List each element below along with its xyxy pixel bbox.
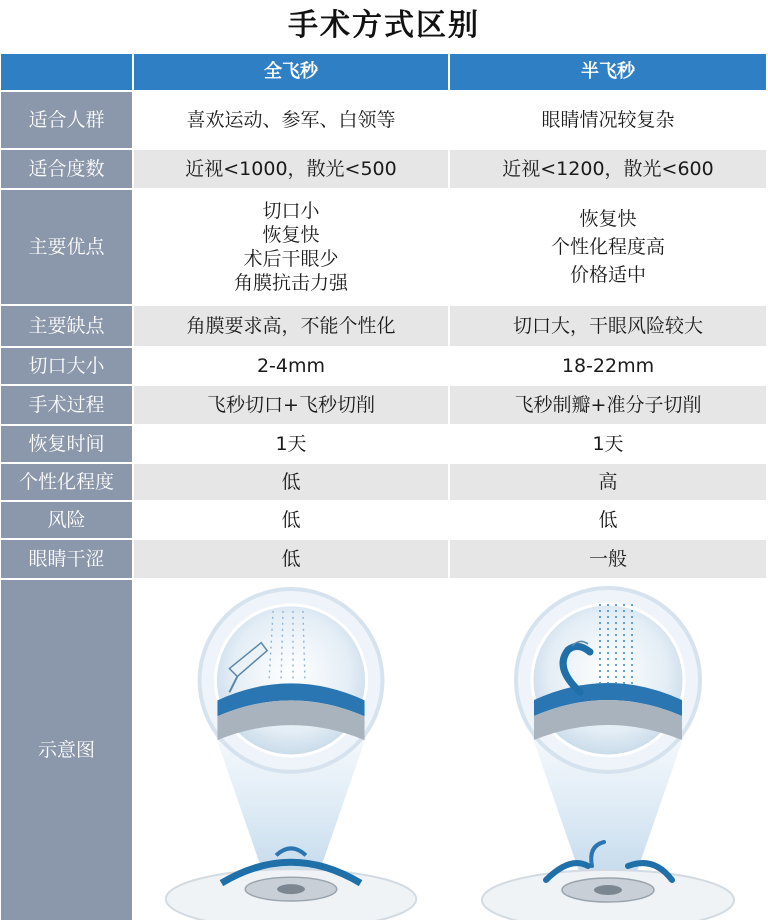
full-femto-illustration — [134, 580, 450, 920]
row-label: 主要优点 — [1, 190, 134, 304]
row-label: 手术过程 — [1, 386, 134, 424]
magnifier-lens — [215, 605, 366, 756]
table-row — [1, 386, 766, 426]
cell-full: 喜欢运动、参军、白领等 — [134, 92, 450, 148]
cell-half: 高 — [450, 464, 766, 500]
smile-surgery-diagram — [134, 580, 448, 920]
row-label: 切口大小 — [1, 348, 134, 384]
table-row — [1, 92, 766, 150]
list-item: 恢复快 — [262, 224, 320, 246]
cell-half: 18-22mm — [450, 348, 766, 384]
list-item: 术后干眼少 — [243, 248, 339, 270]
table-row — [1, 348, 766, 386]
row-label: 风险 — [1, 502, 134, 538]
cell-half: 低 — [450, 502, 766, 538]
list-item: 价格适中 — [569, 264, 646, 286]
list-item: 个性化程度高 — [550, 236, 665, 258]
table-header-row — [1, 54, 766, 92]
cell-full: 近视<1000，散光<500 — [134, 150, 450, 188]
cell-full: 飞秒切口+飞秒切削 — [134, 386, 450, 424]
cell-half: 眼睛情况较复杂 — [450, 92, 766, 148]
cell-half — [450, 190, 766, 304]
list-item: 恢复快 — [579, 208, 637, 230]
row-label: 适合人群 — [1, 92, 134, 148]
cell-half: 切口大，干眼风险较大 — [450, 306, 766, 346]
row-label: 适合度数 — [1, 150, 134, 188]
row-label: 恢复时间 — [1, 426, 134, 462]
cell-full — [134, 190, 450, 304]
cell-full: 1天 — [134, 426, 450, 462]
table-row — [1, 540, 766, 580]
row-label: 主要缺点 — [1, 306, 134, 346]
cell-half: 一般 — [450, 540, 766, 578]
row-label: 个性化程度 — [1, 464, 134, 500]
lasik-surgery-diagram — [450, 580, 766, 920]
diagram-row — [1, 580, 766, 920]
table-row — [1, 502, 766, 540]
header-half-femto: 半飞秒 — [450, 54, 766, 90]
table-row — [1, 426, 766, 464]
cell-half: 近视<1200，散光<600 — [450, 150, 766, 188]
cell-half: 飞秒制瓣+准分子切削 — [450, 386, 766, 424]
cell-full: 低 — [134, 540, 450, 578]
cell-full: 低 — [134, 464, 450, 500]
cell-half: 1天 — [450, 426, 766, 462]
header-corner — [1, 54, 134, 90]
list-item: 角膜抗击力强 — [233, 272, 348, 294]
cell-full: 2-4mm — [134, 348, 450, 384]
half-femto-illustration — [450, 580, 766, 920]
comparison-table — [1, 54, 766, 920]
page-title: 手术方式区别 — [288, 8, 480, 43]
row-label: 示意图 — [1, 580, 134, 920]
table-row — [1, 306, 766, 348]
table-row — [1, 150, 766, 190]
row-label: 眼睛干涩 — [1, 540, 134, 578]
cell-full: 角膜要求高，不能个性化 — [134, 306, 450, 346]
cell-full: 低 — [134, 502, 450, 538]
magnifier-lens — [532, 604, 684, 756]
table-row — [1, 190, 766, 306]
table-row — [1, 464, 766, 502]
header-full-femto: 全飞秒 — [134, 54, 450, 90]
list-item: 切口小 — [262, 200, 320, 222]
